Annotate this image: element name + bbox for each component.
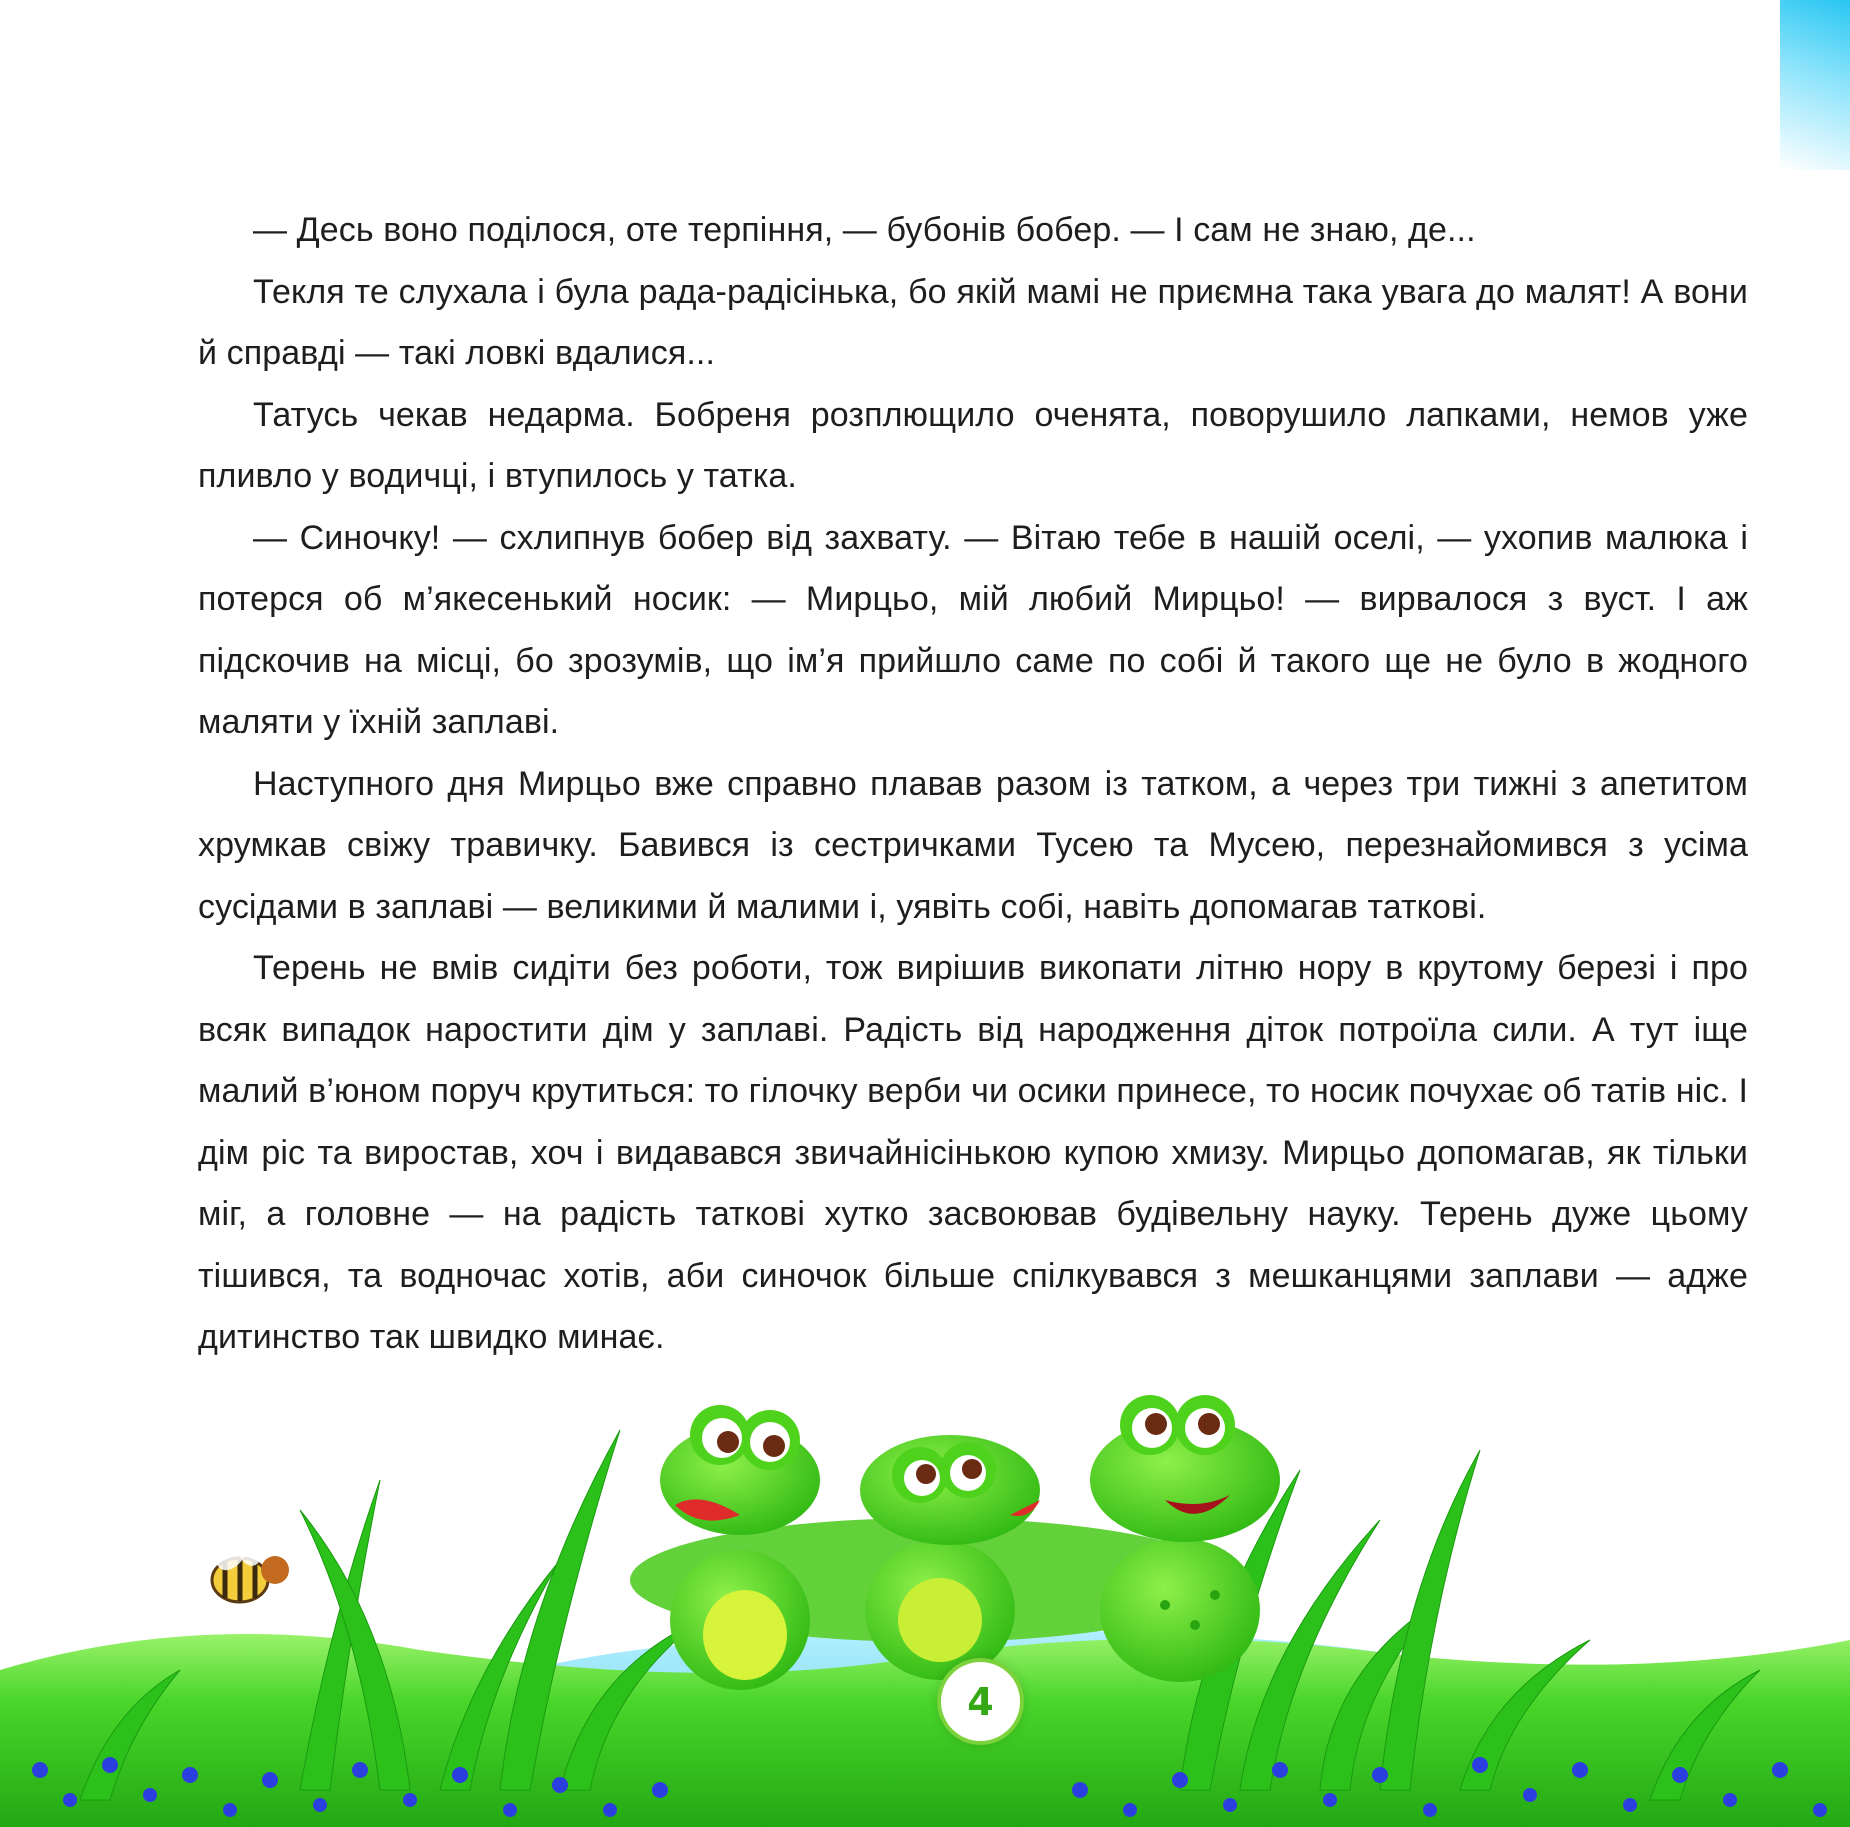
page-number: 4 <box>967 1679 994 1724</box>
bee <box>209 1524 289 1602</box>
corner-sky-decoration <box>1780 0 1850 170</box>
paragraph-5: Наступного дня Мирцьо вже справно плавав разом із татком, а через три тижні з апетитом хрумкав свіжу травичку. Бавився із сестричками Тусею та Мусею, перезнайомився з усіма сусідами в заплаві — великими й малими і, уявіть собі, навіть допомагав таткові. <box>198 764 1748 926</box>
paragraph-1: — Десь воно поділося, оте терпіння, — бубонів бобер. — І сам не знаю, де... <box>253 211 1476 249</box>
frogs-meadow-illustration <box>0 1370 1850 1827</box>
story-text <box>198 200 1748 1369</box>
paragraph-4: — Синочку! — схлипнув бобер від захвату. — Вітаю тебе в нашій оселі, — ухопив малюка і потерся об м’якесенький носик: — Мирцьо, мій любий Мирцьо! — вирвалося з вуст. І аж підскочив на місці, бо зрозумів, що ім’я прийшло саме по собі й такого ще не було в жодного маляти у їхній заплаві. <box>198 518 1748 741</box>
paragraph-2: Текля те слухала і була рада-радісінька, бо якій мамі не приємна така увага до малят! А вони й справді — такі ловкі вдалися... <box>198 272 1748 372</box>
page-number-badge <box>941 1662 1020 1741</box>
paragraph-6: Терень не вмів сидіти без роботи, тож вирішив викопати літню нору в крутому березі і про всяк випадок наростити дім у заплаві. Радість від народження діток потроїла сили. А тут іще малий в’юном поруч крутиться: то гілочку верби чи осики принесе, то носик почухає об татів ніс. І дім ріс та виростав, хоч і видавався звичайнісінькою купою хмизу. Мирцьо допомагав, як тільки міг, а головне — на радість таткові хутко засвоював будівельну науку. Терень дуже цьому тішився, та водночас хотів, аби синочок більше спілкувався з мешканцями заплави — адже дитинство так швидко минає. <box>198 949 1748 1356</box>
paragraph-3: Татусь чекав недарма. Бобреня розплющило оченята, поворушило лапками, немов уже пливло у водичці, і втупилось у татка. <box>198 395 1748 495</box>
